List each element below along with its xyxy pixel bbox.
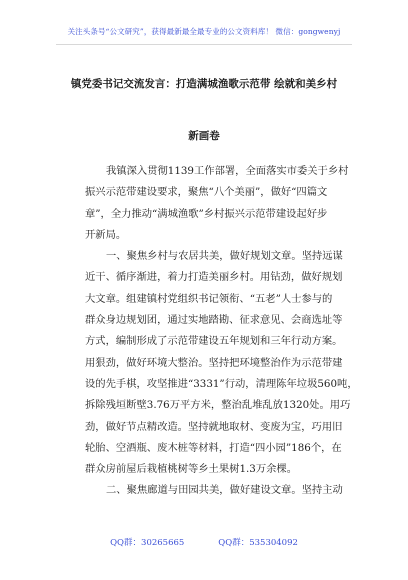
body-line: 群众房前屋后栽植桃树等乡土果树1.3万余棵。: [85, 463, 298, 476]
header-divider: [56, 44, 352, 45]
body-line: 大文章。组建镇村党组织书记领衔、“五老”人士参与的: [85, 292, 333, 305]
body-line: 设的先手棋，攻坚推进“3331”行动，清理陈年垃圾560吨，: [85, 377, 358, 390]
body-line: 劲，做好节点精改造。坚持就地取材、变废为宝，巧用旧: [85, 420, 343, 433]
document-title: 镇党委书记交流发言：打造满城渔歌示范带 绘就和美乡村: [70, 78, 338, 90]
document-author: 新画卷: [188, 130, 220, 142]
body-line: 拆除残垣断壁3.76万平方米，整治乱堆乱放1320处。用巧: [85, 399, 351, 412]
body-line: 用狠劲，做好环境大整治。坚持把环境整治作为示范带建: [85, 356, 343, 369]
body-line: 我镇深入贯彻1139工作部署，全面落实市委关于乡村: [106, 165, 349, 177]
footer-qq-group-2[interactable]: QQ群：535304092: [218, 538, 298, 548]
header-promo-link[interactable]: 关注头条号“公文研究”，获得最新最全最专业的公文资料库！ 微信：gongwenyj: [67, 27, 341, 36]
document-body: [85, 161, 358, 502]
body-line: 振兴示范带建设要求，聚焦“八个美丽”，做好“四篇文: [85, 186, 328, 199]
body-line: 方式，编制形成了示范带建设五年规划和三年行动方案。: [85, 335, 343, 348]
body-line: 二、聚焦廊道与田园共美，做好建设文章。坚持主动: [106, 484, 343, 497]
body-line: 近干、循序渐进，着力打造美丽乡村。用钻劲，做好规划: [85, 271, 343, 284]
body-line: 群众身边规划团，通过实地踏勘、征求意见、会商选址等: [85, 314, 343, 327]
body-line: 开新局。: [85, 228, 127, 241]
body-line: 章”，全力推动“满城渔歌”乡村振兴示范带建设起好步: [85, 207, 328, 220]
footer-qq-group-1[interactable]: QQ群：30265665: [110, 538, 185, 548]
body-line: 轮胎、空酒瓶、废木桩等材料，打造“四小园”186个，在: [85, 441, 342, 454]
footer: [0, 536, 408, 548]
body-line: 一、聚焦乡村与农居共美，做好规划文章。坚持远谋: [106, 250, 343, 263]
